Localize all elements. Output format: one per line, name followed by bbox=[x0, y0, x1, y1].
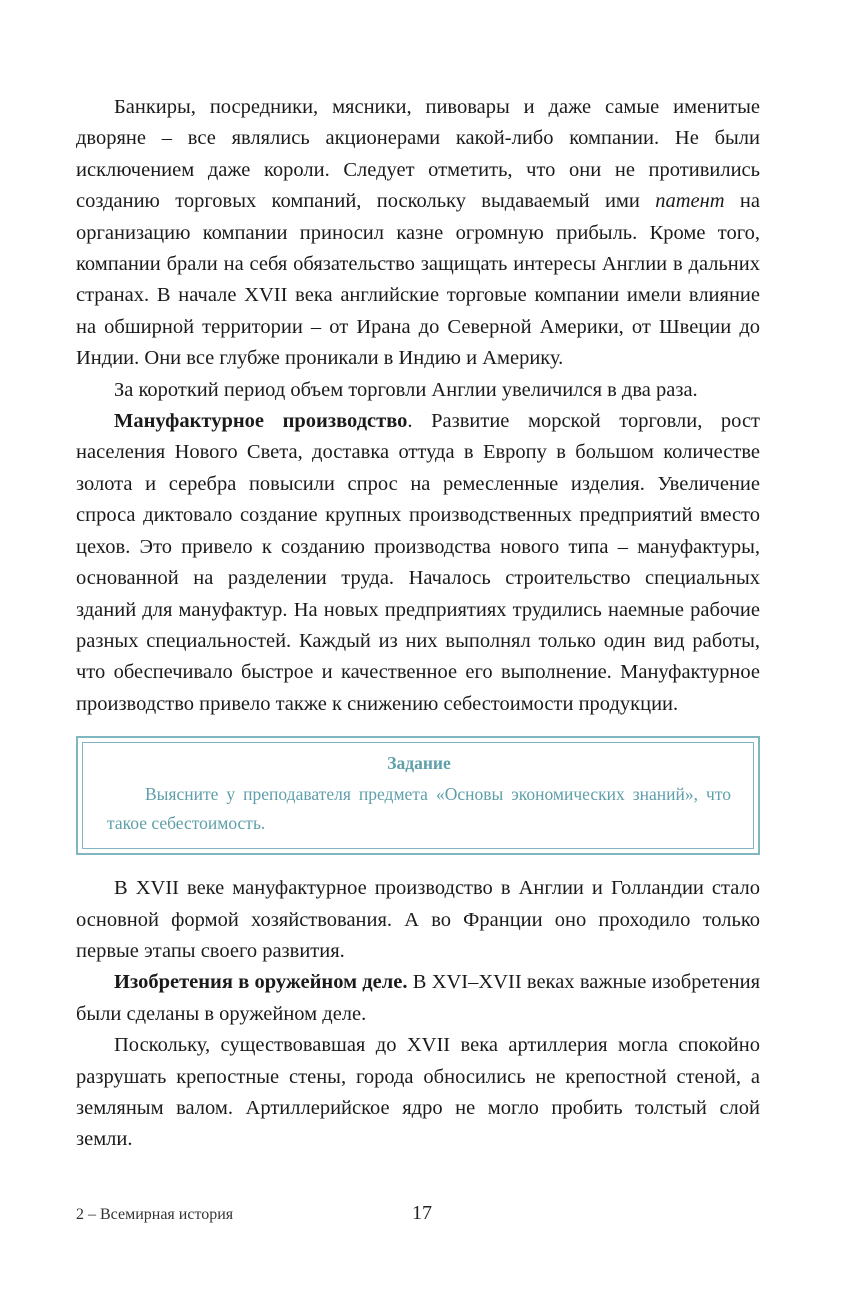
paragraph-text: В XVI–XVII веках важные изобретения были сделаны в оружейном деле. bbox=[76, 971, 760, 1025]
body-text bbox=[76, 92, 760, 1156]
bold-term: Изобретения в оружейном деле. bbox=[114, 971, 408, 994]
bold-term: Мануфактурное производство bbox=[114, 410, 408, 433]
paragraph bbox=[76, 873, 760, 967]
paragraph-text: Банкиры, посредники, мясники, пивовары и даже самые именитые дворяне – все являлись акционерами какой-либо компании. Не были исключением даже короли. Следует отметить, что они не противились созданию торговых компаний, поскольку выдаваемый ими bbox=[76, 96, 760, 213]
task-text: Выясните у преподавателя предмета «Основы экономических знаний», что такое себестоимость. bbox=[107, 784, 731, 834]
paragraph-text: За короткий период объем торговли Англии увеличился в два раза. bbox=[114, 378, 698, 401]
paragraph bbox=[76, 92, 760, 375]
paragraph-text: на организацию компании приносил казне огромную прибыль. Кроме того, компании брали на себя обязательство защищать интересы Англии в дальних странах. В начале XVII века английские торговые компании имели влияние на обширной территории – от Ирана до Северной Америки, от Швеции до Индии. Они все глубже проникали в Индию и Америку. bbox=[76, 190, 760, 370]
paragraph-text: В XVII веке мануфактурное производство в Англии и Голландии стало основной формой хозяйствования. А во Франции оно проходило только первые этапы своего развития. bbox=[76, 877, 760, 962]
paragraph-text: Поскольку, существовавшая до XVII века артиллерия могла спокойно разрушать крепостные стены, города обносились не крепостной стеной, а земляным валом. Артиллерийское ядро не могло пробить толстый слой земли. bbox=[76, 1034, 760, 1151]
paragraphs-before bbox=[76, 92, 760, 720]
paragraph bbox=[76, 1030, 760, 1156]
paragraph-text: . Развитие морской торговли, рост населения Нового Света, доставка оттуда в Европу в большом количестве золота и серебра повысили спрос на ремесленные изделия. Увеличение спроса диктовало создание крупных производственных предприятий вместо цехов. Это привело к созданию производства нового типа – мануфактуры, основанной на разделении труда. Началось строительство специальных зданий для мануфактур. На новых предприятиях трудились наемные рабочие разных специальностей. Каждый из них выполнял только один вид работы, что обеспечивало быстрое и качественное его выполнение. Мануфактурное производство привело также к снижению себестоимости продукции. bbox=[76, 410, 760, 715]
paragraph bbox=[76, 967, 760, 1030]
task-title: Задание bbox=[387, 753, 451, 774]
paragraphs-after bbox=[76, 873, 760, 1156]
paragraph bbox=[76, 375, 760, 406]
task-box bbox=[76, 736, 760, 855]
footer-book-title: 2 – Всемирная история bbox=[76, 1206, 234, 1223]
page-number: 17 bbox=[412, 1202, 432, 1224]
paragraph bbox=[76, 406, 760, 720]
italic-term: патент bbox=[655, 190, 725, 213]
task-box-inner bbox=[82, 742, 754, 849]
